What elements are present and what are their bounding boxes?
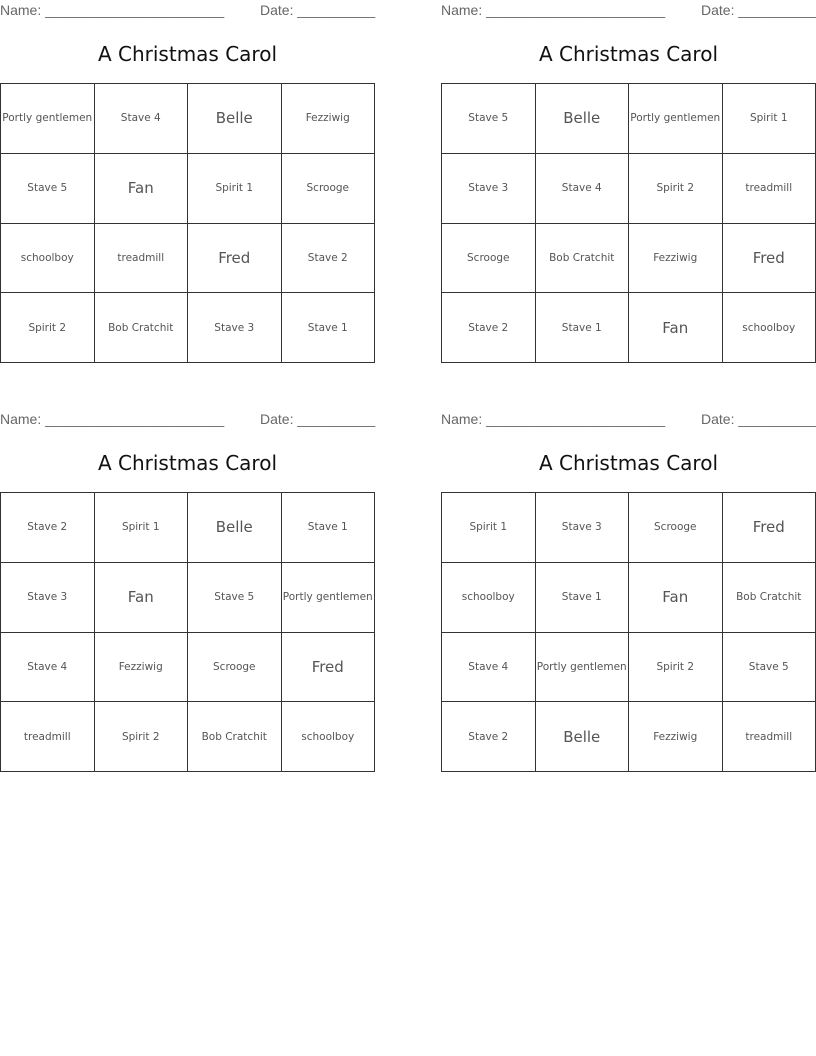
bingo-cell: Fan	[629, 563, 723, 633]
bingo-cell: Spirit 1	[95, 493, 189, 563]
bingo-cell: treadmill	[95, 224, 189, 294]
bingo-cell: Scrooge	[188, 633, 282, 703]
bingo-cell: Belle	[188, 493, 282, 563]
bingo-grid	[441, 492, 816, 772]
bingo-cell: Stave 5	[188, 563, 282, 633]
card-title: A Christmas Carol	[97, 42, 278, 66]
bingo-cell: Spirit 2	[629, 633, 723, 703]
bingo-cell: Scrooge	[629, 493, 723, 563]
bingo-cell: schoolboy	[723, 293, 816, 363]
bingo-cell: Bob Cratchit	[188, 702, 282, 772]
bingo-cell: Spirit 1	[442, 493, 536, 563]
bingo-cell: Stave 3	[188, 293, 282, 363]
bingo-cell: Stave 1	[536, 563, 630, 633]
bingo-cell: Spirit 1	[188, 154, 282, 224]
bingo-cell: schoolboy	[282, 702, 376, 772]
bingo-cell: Stave 5	[723, 633, 816, 703]
bingo-cell: Scrooge	[442, 224, 536, 294]
bingo-cell: Spirit 2	[1, 293, 95, 363]
card-title: A Christmas Carol	[538, 451, 719, 475]
bingo-cell: Fezziwig	[629, 702, 723, 772]
bingo-grid	[0, 492, 375, 772]
bingo-cell: Stave 2	[442, 702, 536, 772]
bingo-cell: treadmill	[1, 702, 95, 772]
bingo-cell: Fred	[723, 493, 816, 563]
bingo-cell: Stave 4	[442, 633, 536, 703]
bingo-cell: Fred	[723, 224, 816, 294]
bingo-cell: Stave 1	[536, 293, 630, 363]
bingo-cell: Portly gentlemen	[629, 84, 723, 154]
bingo-cell: Stave 2	[282, 224, 376, 294]
name-label: Name: _______________________	[0, 2, 225, 18]
bingo-cell: Fan	[629, 293, 723, 363]
bingo-cell: Belle	[188, 84, 282, 154]
bingo-cell: Stave 4	[1, 633, 95, 703]
name-label: Name: _______________________	[441, 411, 666, 427]
date-label: Date: __________	[701, 2, 816, 18]
bingo-grid	[0, 83, 375, 363]
bingo-cell: Fan	[95, 563, 189, 633]
bingo-cell: treadmill	[723, 702, 816, 772]
bingo-cell: Stave 1	[282, 493, 376, 563]
bingo-cell: Stave 5	[1, 154, 95, 224]
name-label: Name: _______________________	[441, 2, 666, 18]
bingo-cell: Fezziwig	[95, 633, 189, 703]
card-title: A Christmas Carol	[97, 451, 278, 475]
bingo-cell: Scrooge	[282, 154, 376, 224]
name-date-row	[441, 409, 816, 431]
bingo-cell: Stave 5	[442, 84, 536, 154]
bingo-cell: Fan	[95, 154, 189, 224]
name-label: Name: _______________________	[0, 411, 225, 427]
bingo-cell: Stave 2	[442, 293, 536, 363]
name-date-row	[0, 409, 375, 431]
bingo-cell: Stave 2	[1, 493, 95, 563]
bingo-cell: Fred	[188, 224, 282, 294]
date-label: Date: __________	[260, 2, 376, 18]
bingo-cell: Spirit 2	[95, 702, 189, 772]
bingo-cell: Spirit 2	[629, 154, 723, 224]
bingo-cell: Belle	[536, 702, 630, 772]
bingo-cell: Bob Cratchit	[95, 293, 189, 363]
bingo-cell: schoolboy	[1, 224, 95, 294]
bingo-cell: Stave 3	[442, 154, 536, 224]
name-date-row	[0, 0, 375, 22]
bingo-grid	[441, 83, 816, 363]
bingo-cell: Stave 3	[1, 563, 95, 633]
bingo-cell: Fezziwig	[629, 224, 723, 294]
name-date-row	[441, 0, 816, 22]
date-label: Date: __________	[260, 411, 376, 427]
date-label: Date: __________	[701, 411, 816, 427]
bingo-cell: Portly gentlemen	[282, 563, 376, 633]
bingo-cell: Portly gentlemen	[1, 84, 95, 154]
bingo-cell: Stave 1	[282, 293, 376, 363]
bingo-cell: Belle	[536, 84, 630, 154]
bingo-cell: Fezziwig	[282, 84, 376, 154]
bingo-cell: Fred	[282, 633, 376, 703]
card-title: A Christmas Carol	[538, 42, 719, 66]
bingo-cell: Bob Cratchit	[723, 563, 816, 633]
bingo-cell: Stave 4	[536, 154, 630, 224]
bingo-cell: treadmill	[723, 154, 816, 224]
bingo-cell: Spirit 1	[723, 84, 816, 154]
bingo-cell: schoolboy	[442, 563, 536, 633]
bingo-cell: Stave 3	[536, 493, 630, 563]
bingo-cell: Bob Cratchit	[536, 224, 630, 294]
bingo-cell: Stave 4	[95, 84, 189, 154]
bingo-cell: Portly gentlemen	[536, 633, 630, 703]
